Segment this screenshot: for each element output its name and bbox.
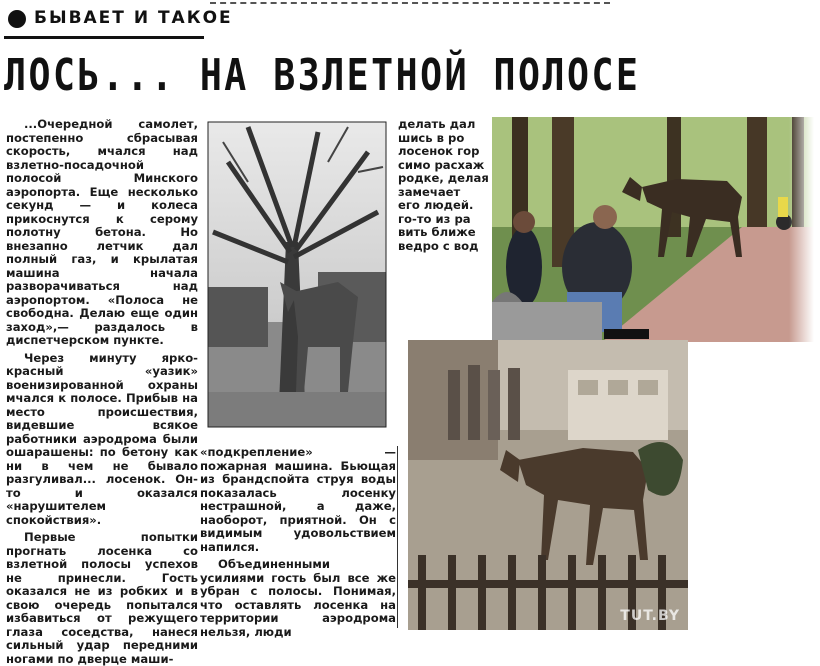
text-line: ведро с вод — [398, 238, 479, 253]
text-line: лосенок гор — [398, 144, 480, 158]
paragraph: ...Очередной самолет, постепенно сбрасывая скорость, мчался над взлетно-посадочной полосой Минского аэропорта. Еще несколько секунд — и колеса прикоснутся к серому полотну бетона. Но внезапно летчик дал полный газ, и крылатая машина начала разворачиваться над аэропортом. «Полоса не свободна. Делаю еще один заход»,— раздалось в диспетчерском пункте. — [6, 117, 198, 347]
paragraph: «подкрепление» — пожарная машина. Бьющая из брандспойта струя воды показалась лосенку нестрашной, а даже, наоборот, приятной. Он с видимым удовольствием напился. — [200, 445, 396, 554]
rubric-bullet — [8, 10, 26, 28]
cut-line — [210, 2, 610, 4]
text-line: делать дал — [398, 117, 476, 131]
text-line: его людей. — [398, 198, 474, 212]
paragraph: Через минуту ярко-красный «уазик» военизированной охраны мчался к полосе. Прибыв на место происшествия, видевшие всякое работники аэродрома были ошарашены: по бетону как ни в чем не бывало разгуливал... лосенок. Он-то и оказался «нарушителем спокойствия». — [6, 350, 198, 527]
text-line: шись в ро — [398, 130, 465, 145]
text-line: вить ближе — [398, 225, 476, 239]
article-column-1 — [6, 117, 198, 666]
paragraph: Первые попытки прогнать лосенка со взлетной полосы успехов не принесли. Гость оказался не из робких и в свою очередь попытался избавиться от режущего глаза соседства, нанеся сильный удар передними ногами по дверце маши- — [6, 530, 198, 666]
paragraph: Объединенными усилиями гость был все же убран с полосы. Понимая, что оставлять лосенка на территории аэродрома нельзя, люди — [200, 557, 396, 639]
text-line: родке, делая — [398, 171, 489, 185]
rubric-label: БЫВАЕТ И ТАКОЕ — [34, 8, 233, 28]
photo-watermark: TUT.BY — [620, 608, 680, 624]
photo-moose-in-yard — [408, 340, 688, 630]
rubric-underline — [4, 36, 204, 39]
text-line: симо расхаж — [398, 157, 485, 172]
text-line: го-то из ра — [398, 211, 471, 226]
archive-photo-moose-tree — [208, 122, 386, 427]
photo-moose-in-park — [492, 117, 814, 342]
article-column-2 — [200, 445, 396, 639]
text-line: замечает — [398, 184, 461, 199]
headline: ЛОСЬ... НА ВЗЛЕТНОЙ ПОЛОСЕ — [4, 50, 641, 101]
